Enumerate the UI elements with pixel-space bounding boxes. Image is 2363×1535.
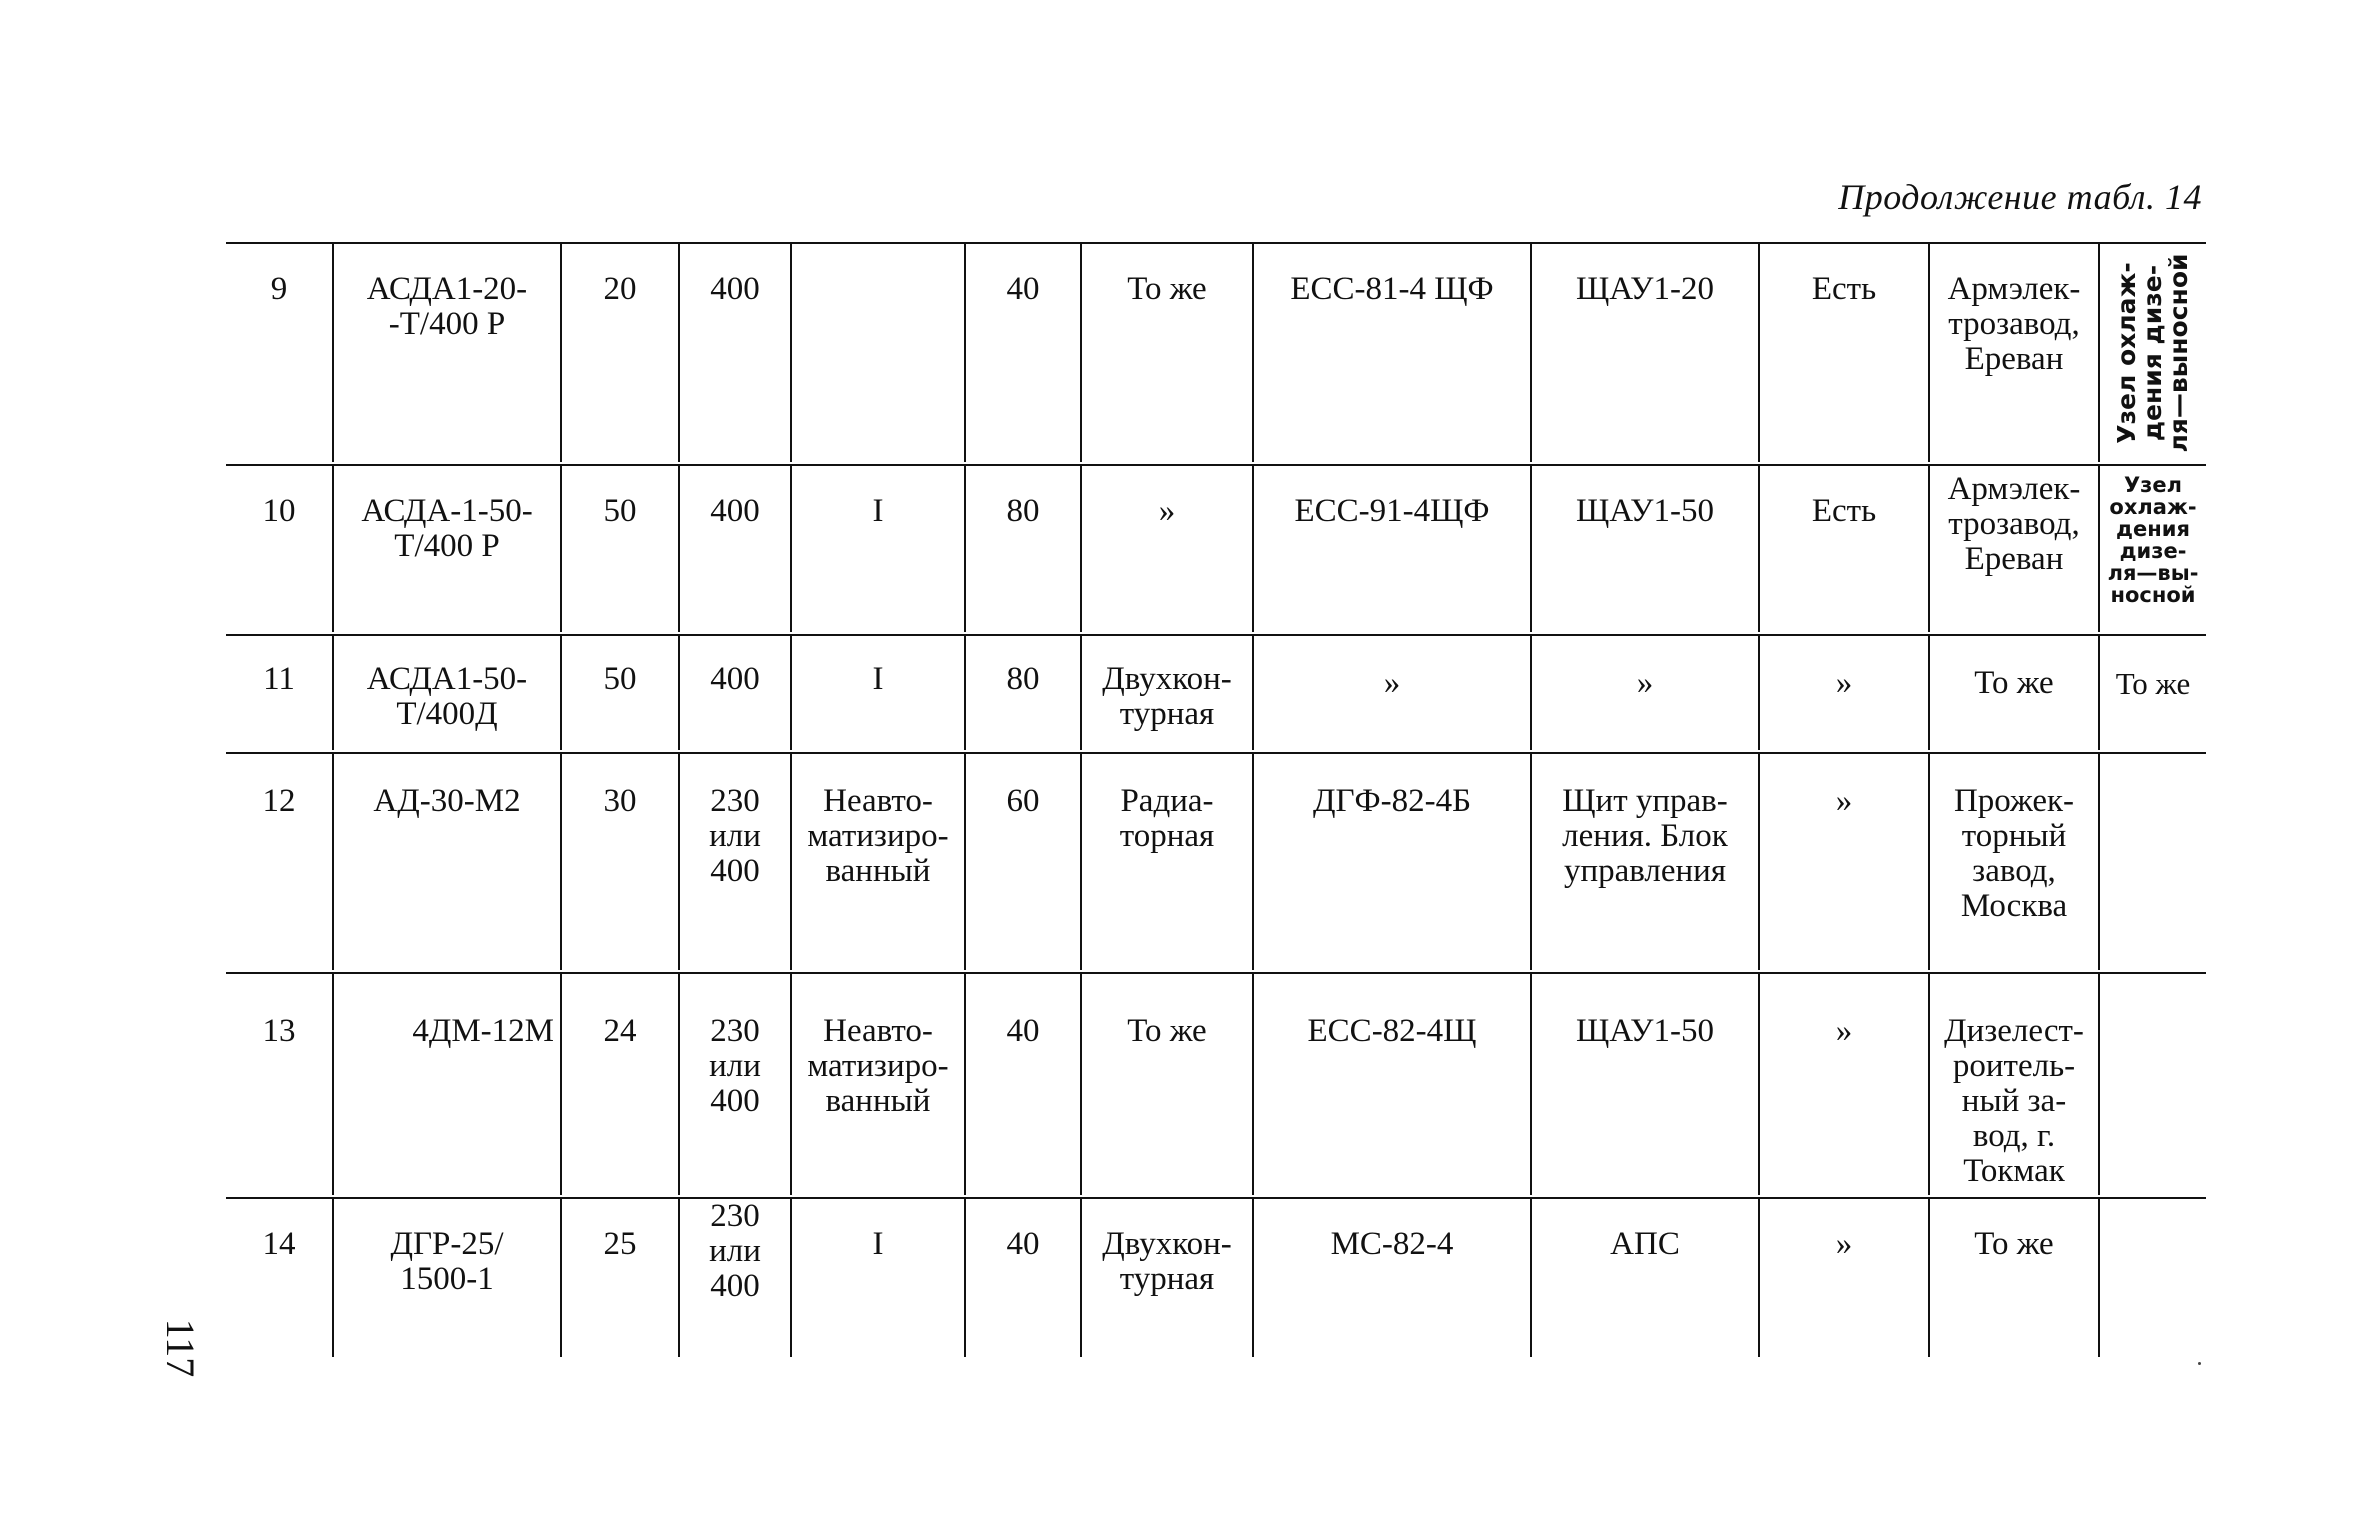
table-row [226, 466, 2206, 632]
manufacturer-cell: Дизелест- роитель- ный за- вод, г. Токмак [1928, 974, 2098, 1195]
automation-cell: I [790, 466, 964, 632]
voltage-cell: 400 [678, 244, 790, 462]
note-cell: То же [2098, 636, 2206, 750]
generator-cell: ДГФ-82-4Б [1252, 754, 1530, 970]
cooling-cell: » [1080, 466, 1252, 632]
generator-cell: МС-82-4 [1252, 1199, 1530, 1357]
table-row [226, 636, 2206, 750]
table-caption: Продолжение табл. 14 [1838, 177, 2202, 217]
page-number: 117 [158, 1318, 203, 1378]
generator-cell: ЕСС-82-4Щ [1252, 974, 1530, 1195]
speck-mark [2198, 1362, 2201, 1365]
cooling-cell: Двухкон- турная [1080, 1199, 1252, 1357]
fuel-cell: 80 [964, 636, 1080, 750]
automation-cell: I [790, 1199, 964, 1357]
power-cell: 50 [560, 466, 678, 632]
table-row [226, 244, 2206, 462]
preheat-cell: Есть [1758, 466, 1928, 632]
table-row [226, 754, 2206, 970]
table-row [226, 1199, 2206, 1357]
preheat-cell: » [1758, 974, 1928, 1195]
equipment-table [226, 242, 2206, 1357]
voltage-cell: 230 или 400 [678, 974, 790, 1195]
cooling-cell: То же [1080, 974, 1252, 1195]
note-text-vertical: Узел охлаж- дения дизе- ля—выносной [2112, 253, 2193, 453]
note-cell [2098, 754, 2206, 970]
note-cell [2098, 974, 2206, 1195]
voltage-cell: 400 [678, 636, 790, 750]
voltage-cell: 230 или 400 [678, 754, 790, 970]
automation-cell: Неавто- матизиро- ванный [790, 974, 964, 1195]
preheat-cell: » [1758, 754, 1928, 970]
power-cell: 30 [560, 754, 678, 970]
generator-cell: ЕСС-91-4ЩФ [1252, 466, 1530, 632]
note-cell [2098, 1199, 2206, 1357]
fuel-cell: 40 [964, 1199, 1080, 1357]
cooling-cell: Двухкон- турная [1080, 636, 1252, 750]
control-panel-cell: » [1530, 636, 1758, 750]
model-cell: ДГР-25/ 1500-1 [332, 1199, 560, 1357]
control-panel-cell: АПС [1530, 1199, 1758, 1357]
note-cell: Узел охлаж- дения дизе- ля—вы- носной [2098, 466, 2206, 632]
power-cell: 50 [560, 636, 678, 750]
preheat-cell: Есть [1758, 244, 1928, 462]
manufacturer-cell: То же [1928, 1199, 2098, 1357]
automation-cell [790, 244, 964, 462]
voltage-cell: 400 [678, 466, 790, 632]
power-cell: 25 [560, 1199, 678, 1357]
fuel-cell: 60 [964, 754, 1080, 970]
preheat-cell: » [1758, 1199, 1928, 1357]
power-cell: 24 [560, 974, 678, 1195]
table-row [226, 974, 2206, 1195]
row-number: 10 [262, 493, 296, 529]
control-panel-cell: ЩАУ1-20 [1530, 244, 1758, 462]
automation-cell: Неавто- матизиро- ванный [790, 754, 964, 970]
fuel-cell: 40 [964, 244, 1080, 462]
manufacturer-cell: То же [1928, 636, 2098, 750]
preheat-cell: » [1758, 636, 1928, 750]
control-panel-cell: Щит управ- ления. Блок управления [1530, 754, 1758, 970]
model-cell: АД-30-М2 [332, 754, 560, 970]
manufacturer-cell: Армэлек- трозавод, Ереван [1928, 466, 2098, 632]
cooling-cell: Радиа- торная [1080, 754, 1252, 970]
row-number: 14 [262, 1226, 296, 1262]
row-number: 12 [262, 783, 296, 819]
model-cell: 4ДМ-12М [332, 974, 560, 1195]
model-cell: АСДА-1-50- Т/400 Р [332, 466, 560, 632]
power-cell: 20 [560, 244, 678, 462]
voltage-cell: 230 или 400 [678, 1199, 790, 1357]
fuel-cell: 80 [964, 466, 1080, 632]
automation-cell: I [790, 636, 964, 750]
cooling-cell: То же [1080, 244, 1252, 462]
control-panel-cell: ЩАУ1-50 [1530, 466, 1758, 632]
control-panel-cell: ЩАУ1-50 [1530, 974, 1758, 1195]
note-cell [2098, 244, 2206, 462]
model-cell: АСДА1-50- Т/400Д [332, 636, 560, 750]
manufacturer-cell: Армэлек- трозавод, Ереван [1928, 244, 2098, 462]
row-number: 9 [270, 271, 288, 307]
row-number: 11 [263, 661, 295, 697]
generator-cell: » [1252, 636, 1530, 750]
generator-cell: ЕСС-81-4 ЩФ [1252, 244, 1530, 462]
manufacturer-cell: Прожек- торный завод, Москва [1928, 754, 2098, 970]
model-cell: АСДА1-20- -Т/400 Р [332, 244, 560, 462]
row-number: 13 [262, 1013, 296, 1049]
fuel-cell: 40 [964, 974, 1080, 1195]
